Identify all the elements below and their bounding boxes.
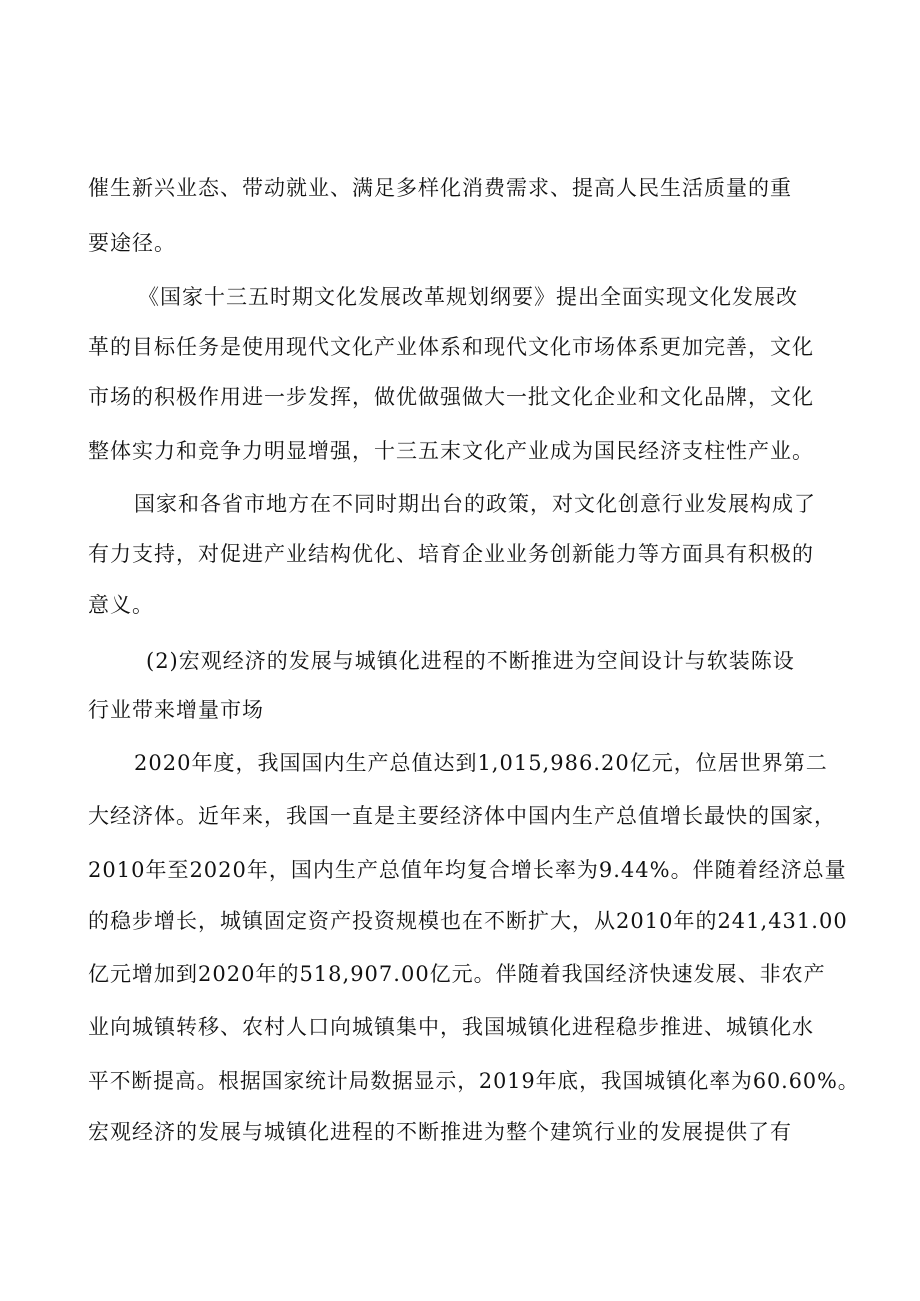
body-text-line: 大经济体。近年来，我国一直是主要经济体中国内生产总值增长最快的国家， [88, 804, 836, 828]
body-text-line: 2010年至2020年，国内生产总值年均复合增长率为9.44%。伴随着经济总量 [88, 858, 847, 882]
body-text-line: 国家和各省市地方在不同时期出台的政策，对文化创意行业发展构成了 [134, 492, 816, 516]
body-text-line: 宏观经济的发展与城镇化进程的不断推进为整个建筑行业的发展提供了有 [88, 1120, 792, 1144]
body-text-line: 《国家十三五时期文化发展改革规划纲要》提出全面实现文化发展改 [138, 285, 798, 309]
body-text-line: 的稳步增长，城镇固定资产投资规模也在不断扩大，从2010年的241,431.00 [88, 909, 848, 933]
body-text-line: 革的目标任务是使用现代文化产业体系和现代文化市场体系更加完善，文化 [88, 335, 814, 359]
body-text-line: 催生新兴业态、带动就业、满足多样化消费需求、提高人民生活质量的重 [88, 176, 792, 200]
body-text-line: 整体实力和竞争力明显增强，十三五末文化产业成为国民经济支柱性产业。 [88, 439, 814, 463]
body-text-line: 亿元增加到2020年的518,907.00亿元。伴随着我国经济快速发展、非农产 [88, 962, 826, 986]
body-text-line: 有力支持，对促进产业结构优化、培育企业业务创新能力等方面具有积极的 [88, 542, 814, 566]
section-heading-line: (2)宏观经济的发展与城镇化进程的不断推进为空间设计与软装陈设 [146, 649, 795, 673]
section-heading-line: 行业带来增量市场 [88, 698, 264, 722]
body-text-line: 2020年度，我国国内生产总值达到1,015,986.20亿元，位居世界第二 [134, 751, 828, 775]
body-text-line: 平不断提高。根据国家统计局数据显示，2019年底，我国城镇化率为60.60%。 [88, 1069, 860, 1093]
body-text-line: 意义。 [88, 593, 154, 617]
body-text-line: 要途径。 [88, 231, 176, 255]
body-text-line: 业向城镇转移、农村人口向城镇集中，我国城镇化进程稳步推进、城镇化水 [88, 1015, 814, 1039]
body-text-line: 市场的积极作用进一步发挥，做优做强做大一批文化企业和文化品牌，文化 [88, 385, 814, 409]
